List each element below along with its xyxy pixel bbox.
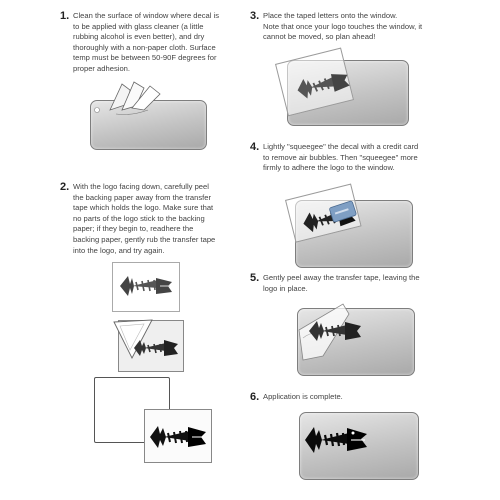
step-4-number: 4.	[250, 141, 260, 153]
skeleton-fish-icon	[307, 316, 365, 346]
step-4	[250, 141, 450, 181]
step-6-text: Application is complete.	[263, 392, 343, 401]
skeleton-fish-icon	[148, 421, 208, 453]
step-5	[250, 272, 450, 302]
step-4-figure	[285, 186, 415, 270]
step-2	[60, 181, 250, 271]
step-5-text: Gently peel away the transfer tape, leaving the logo in place.	[263, 273, 420, 293]
step-2-number: 2.	[60, 181, 70, 193]
step-5-figure	[293, 300, 419, 380]
step-6-number: 6.	[250, 391, 260, 403]
step-2-figure-b	[112, 318, 184, 374]
credit-card-icon	[329, 202, 359, 224]
skeleton-fish-icon	[118, 272, 174, 300]
skeleton-fish-icon	[303, 422, 369, 458]
step-2-figure-c	[94, 377, 212, 463]
step-6-figure	[293, 410, 423, 484]
step-5-number: 5.	[250, 272, 260, 284]
step-1-text: Clean the surface of window where decal is to be applied with glass cleaner (a little rubbing alcohol is even better), and dry thoroughly with a non-paper cloth. Surface temp must be between 50-90F degrees for proper adhesion.	[73, 11, 220, 73]
step-2-figure-a	[112, 262, 180, 312]
step-3	[250, 10, 450, 50]
step-1-figure	[90, 80, 210, 150]
step-1-number: 1.	[60, 10, 70, 22]
step-3-number: 3.	[250, 10, 260, 22]
step-3-text: Place the taped letters onto the window. Note that once your logo touches the window, it cannot be moved, so plan ahead!	[263, 11, 423, 42]
step-4-text: Lightly "squeegee" the decal with a credit card to remove air bubbles. Then "squeegee" more firmly to adhere the logo to the window.	[263, 142, 419, 173]
step-2-text: With the logo facing down, carefully peel the backing paper away from the transfer tape which holds the logo. Make sure that no parts of the logo stick to the backing paper; if they begin to, readhere the backing paper, gently rub the transfer tape into the logo, and try again.	[73, 182, 216, 255]
step-6	[250, 391, 450, 407]
cloth-icon	[92, 80, 172, 120]
step-3-figure	[275, 50, 415, 128]
skeleton-fish-icon	[132, 334, 180, 362]
